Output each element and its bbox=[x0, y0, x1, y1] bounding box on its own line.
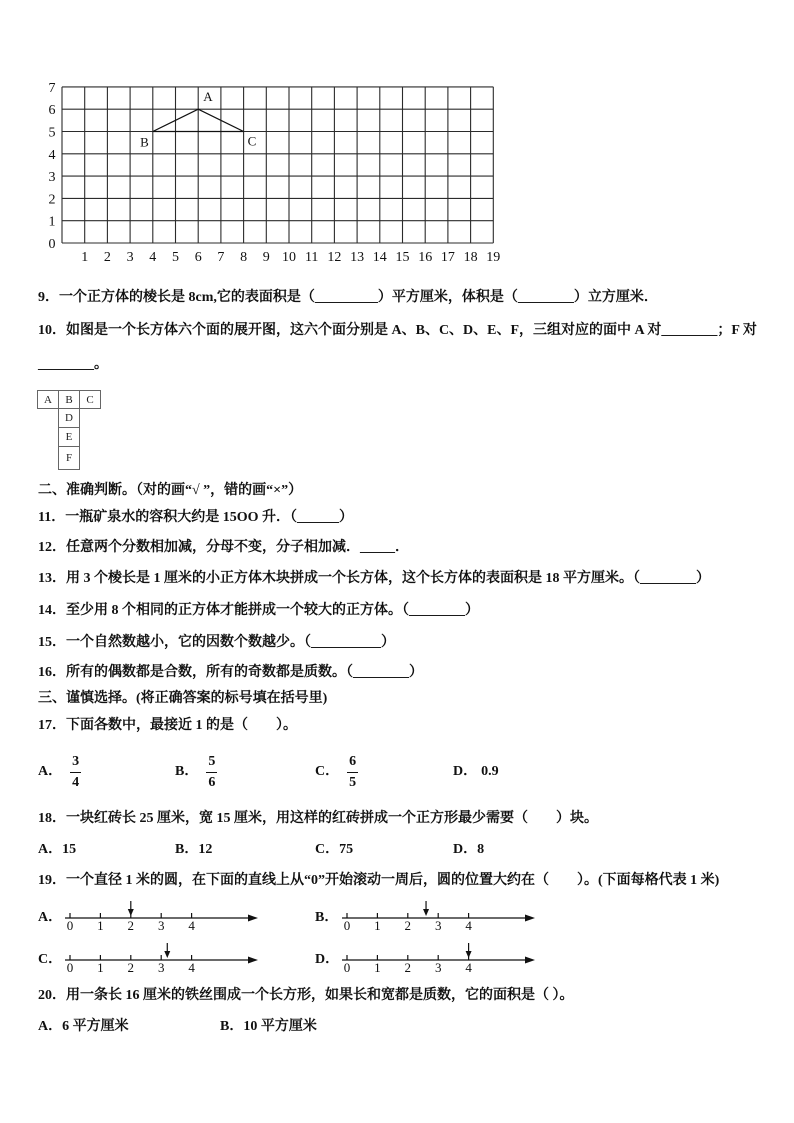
net-face-e: E bbox=[58, 427, 80, 447]
y-axis-tick-label: 7 bbox=[48, 80, 56, 96]
down-arrow-icon bbox=[164, 951, 170, 958]
question-17: 17．下面各数中，最接近 1 的是（ ）。 bbox=[38, 718, 297, 733]
tick-label: 3 bbox=[434, 918, 442, 933]
axis-arrowhead-icon bbox=[525, 957, 535, 964]
x-axis-tick-label: 12 bbox=[327, 250, 342, 265]
q17-option-b bbox=[175, 750, 217, 794]
tick-label: 0 bbox=[343, 960, 351, 975]
q20-option-a: A．6 平方厘米 bbox=[38, 1019, 129, 1034]
fraction bbox=[70, 753, 81, 792]
x-axis-tick-label: 9 bbox=[262, 250, 270, 265]
x-axis-tick-label: 8 bbox=[240, 250, 248, 265]
y-axis-tick-label: 4 bbox=[48, 147, 56, 163]
tick-label: 0 bbox=[66, 918, 74, 933]
q19-option-c bbox=[38, 940, 278, 980]
down-arrow-icon bbox=[466, 951, 472, 958]
tick-label: 1 bbox=[374, 960, 381, 975]
q18-option-b: B．12 bbox=[175, 842, 213, 857]
y-axis-tick-label: 2 bbox=[48, 192, 56, 208]
q19-option-d bbox=[315, 940, 555, 980]
y-axis-tick-label: 0 bbox=[48, 237, 56, 252]
tick-label: 4 bbox=[188, 918, 195, 933]
x-axis-tick-label: 18 bbox=[463, 250, 478, 265]
question-19: 19．一个直径 1 米的圆，在下面的直线上从“0”开始滚动一周后，圆的位置大约在（ ）。(下面每格代表 1 米) bbox=[38, 873, 720, 888]
point-label-c: C bbox=[247, 133, 257, 149]
tick-label: 2 bbox=[127, 960, 135, 975]
fraction bbox=[347, 753, 358, 792]
fraction-numerator: 5 bbox=[208, 753, 216, 769]
axis-arrowhead-icon bbox=[525, 915, 535, 922]
question-13: 13．用 3 个棱长是 1 厘米的小正方体木块拼成一个长方体，这个长方体的表面积是 18 平方厘米。（________） bbox=[38, 571, 710, 586]
fraction-denominator: 4 bbox=[70, 772, 81, 792]
number-line bbox=[341, 898, 541, 938]
tick-label: 3 bbox=[157, 960, 165, 975]
x-axis-tick-label: 17 bbox=[440, 250, 455, 265]
q17-option-a bbox=[38, 750, 81, 794]
fraction-numerator: 6 bbox=[349, 753, 357, 769]
x-axis-tick-label: 19 bbox=[486, 250, 501, 265]
q20-option-b: B．10 平方厘米 bbox=[220, 1019, 317, 1034]
axis-arrowhead-icon bbox=[248, 957, 258, 964]
option-label: C． bbox=[38, 952, 63, 967]
q17-option-c bbox=[315, 750, 358, 794]
question-15: 15．一个自然数越小，它的因数个数越少。（__________） bbox=[38, 635, 395, 650]
x-axis-tick-label: 13 bbox=[350, 250, 365, 265]
question-10-line-1: 10．如图是一个长方体六个面的展开图，这六个面分别是 A、B、C、D、E、F，三组对应的面中 A 对________；F 对 bbox=[38, 323, 757, 338]
net-face-a: A bbox=[37, 390, 59, 409]
q18-option-a: A．15 bbox=[38, 842, 77, 857]
fraction-numerator: 3 bbox=[72, 753, 80, 769]
axis-arrowhead-icon bbox=[248, 915, 258, 922]
down-arrow-icon bbox=[128, 909, 134, 916]
option-label: A． bbox=[38, 910, 63, 925]
x-axis-tick-label: 5 bbox=[172, 250, 179, 265]
question-9: 9．一个正方体的棱长是 8cm,它的表面积是（_________）平方厘米，体积是（________）立方厘米． bbox=[38, 290, 658, 305]
question-11: 11．一瓶矿泉水的容积大约是 15OO 升．（______） bbox=[38, 510, 354, 525]
question-16: 16．所有的偶数都是合数，所有的奇数都是质数。（________） bbox=[38, 665, 423, 680]
question-20: 20．用一条长 16 厘米的铁丝围成一个长方形，如果长和宽都是质数，它的面积是（ ）。 bbox=[38, 988, 574, 1003]
question-14: 14．至少用 8 个相同的正方体才能拼成一个较大的正方体。（________） bbox=[38, 603, 479, 618]
x-axis-tick-label: 7 bbox=[217, 250, 225, 265]
option-value: 0.9 bbox=[481, 764, 499, 779]
tick-label: 1 bbox=[374, 918, 381, 933]
q17-option-d bbox=[453, 750, 499, 794]
option-label: A． bbox=[38, 764, 63, 779]
point-label-a: A bbox=[203, 89, 213, 105]
net-face-b: B bbox=[58, 390, 80, 409]
x-axis-tick-label: 4 bbox=[149, 250, 157, 265]
y-axis-tick-label: 1 bbox=[48, 214, 56, 230]
cuboid-net bbox=[37, 390, 103, 470]
tick-label: 0 bbox=[343, 918, 351, 933]
tick-label: 4 bbox=[465, 918, 472, 933]
x-axis-tick-label: 6 bbox=[194, 250, 202, 265]
option-label: B． bbox=[315, 910, 339, 925]
section-3-heading: 三、谨慎选择。(将正确答案的标号填在括号里) bbox=[38, 691, 328, 706]
tick-label: 0 bbox=[66, 960, 74, 975]
tick-label: 4 bbox=[465, 960, 472, 975]
tick-label: 4 bbox=[188, 960, 195, 975]
tick-label: 3 bbox=[157, 918, 165, 933]
q18-option-d: D．8 bbox=[453, 842, 485, 857]
fraction bbox=[206, 753, 217, 792]
x-axis-tick-label: 10 bbox=[282, 250, 296, 265]
fraction-denominator: 6 bbox=[206, 772, 217, 792]
question-10-line-2: ________。 bbox=[38, 357, 108, 372]
number-line bbox=[341, 940, 541, 980]
x-axis-tick-label: 15 bbox=[395, 250, 410, 265]
x-axis-tick-label: 11 bbox=[304, 250, 319, 265]
option-label: D． bbox=[315, 952, 340, 967]
q19-option-b bbox=[315, 898, 555, 938]
net-face-d: D bbox=[58, 408, 80, 428]
point-label-b: B bbox=[140, 134, 149, 150]
x-axis-tick-label: 1 bbox=[81, 250, 89, 265]
option-label: B． bbox=[175, 764, 199, 779]
net-face-c: C bbox=[79, 390, 101, 409]
option-label: D． bbox=[453, 764, 478, 779]
y-axis-tick-label: 6 bbox=[48, 103, 56, 119]
question-18: 18．一块红砖长 25 厘米，宽 15 厘米，用这样的红砖拼成一个正方形最少需要（ ）块。 bbox=[38, 811, 598, 826]
q19-option-a bbox=[38, 898, 278, 938]
tick-label: 2 bbox=[404, 918, 412, 933]
tick-label: 3 bbox=[434, 960, 442, 975]
x-axis-tick-label: 2 bbox=[103, 250, 111, 265]
number-line bbox=[64, 898, 264, 938]
option-label: C． bbox=[315, 764, 340, 779]
tick-label: 1 bbox=[97, 918, 104, 933]
q18-option-c: C．75 bbox=[315, 842, 354, 857]
down-arrow-icon bbox=[423, 909, 429, 916]
question-12: 12．任意两个分数相加减，分母不变，分子相加减．_____． bbox=[38, 540, 409, 555]
tick-label: 2 bbox=[404, 960, 412, 975]
tick-label: 1 bbox=[97, 960, 104, 975]
x-axis-tick-label: 16 bbox=[418, 250, 433, 265]
y-axis-tick-label: 3 bbox=[48, 170, 56, 186]
tick-label: 2 bbox=[127, 918, 135, 933]
fraction-denominator: 5 bbox=[347, 772, 358, 792]
number-line bbox=[64, 940, 264, 980]
x-axis-tick-label: 14 bbox=[372, 250, 387, 265]
net-face-f: F bbox=[58, 446, 80, 470]
y-axis-tick-label: 5 bbox=[48, 125, 56, 141]
x-axis-tick-label: 3 bbox=[126, 250, 134, 265]
section-2-heading: 二、准确判断。（对的画“√ ”，错的画“×”） bbox=[38, 483, 303, 498]
coordinate-grid bbox=[40, 80, 510, 270]
